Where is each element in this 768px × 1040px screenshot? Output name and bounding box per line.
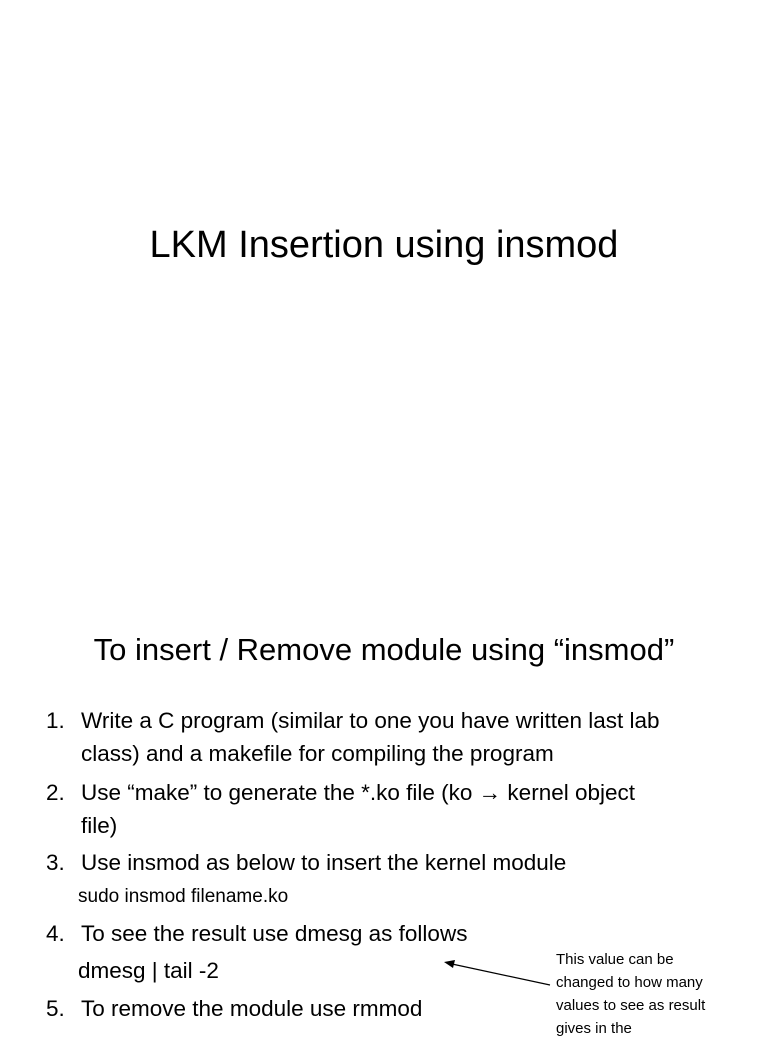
list-text-continued: file) [81, 813, 118, 838]
list-item [46, 917, 467, 950]
list-text: To see the result use dmesg as follows [81, 921, 468, 946]
list-item [46, 704, 660, 737]
list-item [46, 776, 635, 809]
list-number: 5. [46, 996, 65, 1021]
list-number: 2. [46, 780, 65, 805]
list-item [46, 992, 422, 1025]
list-text: To remove the module use rmmod [81, 996, 423, 1021]
list-text: Use “make” to generate the *.ko file (ko → kernel object [81, 780, 636, 805]
list-text: Use insmod as below to insert the kernel module [81, 850, 567, 875]
list-number: 3. [46, 850, 65, 875]
annotation-note [556, 948, 756, 1040]
slide-title: LKM Insertion using insmod [149, 224, 619, 266]
annotation-line: changed to how many [556, 974, 703, 991]
list-number: 4. [46, 921, 65, 946]
dmesg-command: dmesg | tail -2 [78, 958, 219, 983]
annotation-line: values to see as result [556, 997, 706, 1014]
list-text: Write a C program (similar to one you have written last lab [81, 708, 660, 733]
list-text-continued: class) and a makefile for compiling the program [81, 741, 554, 766]
annotation-line: This value can be [556, 951, 674, 968]
slide-heading: To insert / Remove module using “insmod” [93, 632, 675, 667]
list-number: 1. [46, 708, 65, 733]
list-item [46, 846, 566, 879]
annotation-line: gives in the [556, 1020, 632, 1037]
insmod-command: sudo insmod filename.ko [78, 886, 289, 907]
